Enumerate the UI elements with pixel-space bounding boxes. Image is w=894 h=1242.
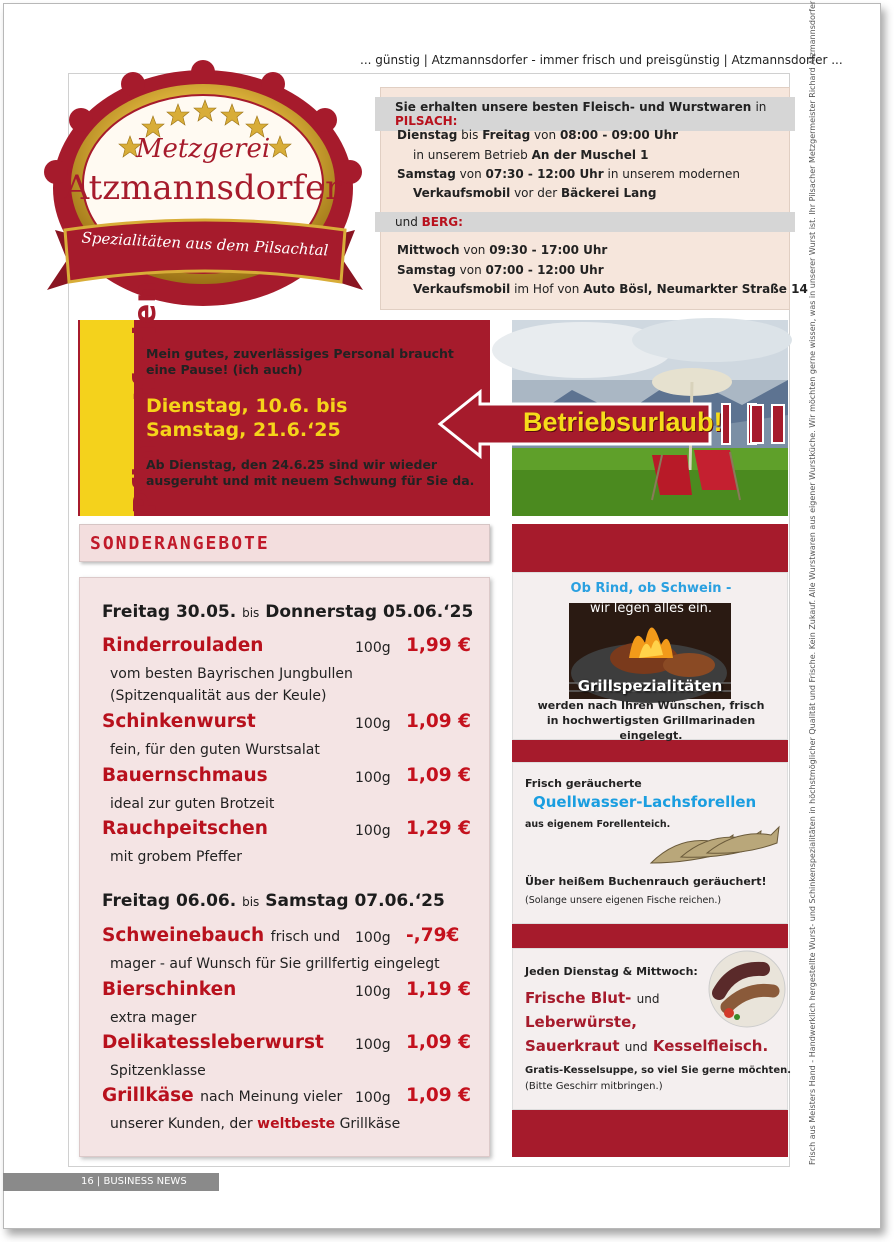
offer-unit: 100g (355, 716, 391, 732)
wurst-line-f: (Bitte Geschirr mitbringen.) (525, 1081, 663, 1092)
offer-price: 1,09 € (406, 765, 471, 786)
fish-line-5: (Solange unsere eigenen Fische reichen.) (525, 895, 722, 906)
offer-name: Bierschinken (102, 979, 237, 1000)
pilsach-line-1: Dienstag bis Freitag von 08:00 - 09:00 Uhr (397, 128, 679, 142)
header-tagline: ... günstig | Atzmannsdorfer - immer frisch und preisgünstig | Atzmannsdorfer ... (360, 53, 843, 67)
wurst-line-c: Sauerkraut und Kesselfleisch. (525, 1037, 769, 1055)
footer-separator: | (96, 1176, 101, 1187)
grill-image (569, 603, 731, 699)
metzgerei-logo (45, 60, 365, 310)
wurst-card (512, 948, 792, 1110)
wurst-head: Jeden Dienstag & Mittwoch: (525, 965, 698, 978)
offer-desc: unserer Kunden, der weltbeste Grillkäse (110, 1116, 401, 1132)
offer-price: -,79€ (406, 925, 460, 946)
offer-unit: 100g (355, 1037, 391, 1053)
fish-line-1: Frisch geräucherte (525, 777, 642, 790)
pilsach-line-4: Verkaufsmobil vor der Bäckerei Lang (413, 186, 657, 200)
pfingst-text-1: Mein gutes, zuverlässiges Personal braucht eine Pause! (ich auch) (146, 346, 454, 377)
magazine-name: BUSINESS NEWS (103, 1176, 187, 1187)
pfingst-dates (146, 394, 347, 442)
offer-desc: ideal zur guten Brotzeit (110, 796, 275, 812)
offer-name: Grillkäse nach Meinung vieler (102, 1085, 343, 1106)
offer-name: Rauchpeitschen (102, 818, 268, 839)
offer-desc: fein, für den guten Wurstsalat (110, 742, 320, 758)
banner-stripe-1 (750, 404, 764, 444)
pilsach-place: PILSACH: (395, 114, 458, 128)
berg-header: und BERG: (375, 212, 795, 232)
offer-name: Delikatessleberwurst (102, 1032, 324, 1053)
berg-line-1: Mittwoch von 09:30 - 17:00 Uhr (397, 243, 608, 257)
pfingst-date-2: Samstag, 21.6.‘25 (146, 419, 341, 441)
offer-desc: mit grobem Pfeffer (110, 849, 242, 865)
grill-text: werden nach Ihren Wünschen, frisch in hochwertigsten Grillmarinaden eingelegt. (537, 699, 765, 742)
sonderangebote-bar (79, 524, 490, 562)
sausage-image (703, 947, 789, 1033)
grill-title: Ob Rind, ob Schwein - (570, 581, 732, 596)
fish-line-4: Über heißem Buchenrauch geräuchert! (525, 875, 767, 888)
offer-unit: 100g (355, 984, 391, 1000)
fish-line-3: aus eigenem Forellenteich. (525, 819, 671, 830)
page-footer (3, 1173, 219, 1191)
offer-desc: vom besten Bayrischen Jungbullen (110, 666, 353, 682)
offer-unit: 100g (355, 823, 391, 839)
fish-line-2: Quellwasser-Lachsforellen (533, 793, 757, 811)
offer-price: 1,19 € (406, 979, 471, 1000)
opening-hours-box (380, 87, 808, 310)
logo-ribbon-text: Spezialitäten aus dem Pilsachtal (81, 228, 329, 260)
pfingstferien-side (80, 280, 163, 516)
trout-icon (641, 823, 781, 875)
offer-price: 1,09 € (406, 1085, 471, 1106)
grill-image-label: Grillspezialitäten (577, 677, 723, 695)
offer-price: 1,29 € (406, 818, 471, 839)
wurst-line-a: Frische Blut- und (525, 989, 660, 1007)
offer-price: 1,09 € (406, 1032, 471, 1053)
trout-image (641, 823, 781, 879)
offer-price: 1,09 € (406, 711, 471, 732)
wurst-line-e: Gratis-Kesselsuppe, so viel Sie gerne möchten. (525, 1065, 792, 1076)
offer-name: Schweinebauch frisch und (102, 925, 341, 946)
pfingstferien-vertical: Pfingstferien (128, 280, 163, 514)
offer-price: 1,99 € (406, 635, 471, 656)
offer-desc: mager - auf Wunsch für Sie grillfertig eingelegt (110, 956, 440, 972)
pilsach-line-2: in unserem Betrieb An der Muschel 1 (413, 148, 649, 162)
logo-atzmannsdorfer: Atzmannsdorfer (64, 168, 342, 208)
offer-desc: (Spitzenqualität aus der Keule) (110, 688, 327, 704)
offer-name: Bauernschmaus (102, 765, 268, 786)
pilsach-header-in: in (755, 100, 767, 114)
sonderangebote-title: SONDERANGEBOTE (90, 533, 270, 554)
pilsach-header (375, 97, 795, 131)
sausage-icon (703, 947, 789, 1029)
offer-desc: Spitzenklasse (110, 1063, 206, 1079)
period-1: Freitag 30.05. bis Donnerstag 05.06.‘25 (102, 602, 474, 622)
offer-desc: extra mager (110, 1010, 197, 1026)
grill-card (512, 572, 788, 740)
period-2: Freitag 06.06. bis Samstag 07.06.‘25 (102, 891, 445, 911)
logo-metzgerei: Metzgerei (135, 134, 271, 164)
berg-line-3: Verkaufsmobil im Hof von Auto Bösl, Neumarkter Straße 14 (413, 282, 808, 296)
pfingst-date-1: Dienstag, 10.6. bis (146, 395, 348, 417)
offers-box (79, 577, 490, 1157)
pfingst-text-2: Ab Dienstag, den 24.6.25 sind wir wieder ausgeruht und mit neuem Schwung für Sie da. (146, 457, 475, 488)
offer-name: Rinderrouladen (102, 635, 264, 656)
grill-sub: wir legen alles ein. (589, 601, 713, 616)
offer-name: Schinkenwurst (102, 711, 256, 732)
vertical-side-text: Frisch aus Meisters Hand - Handwerklich hergestellte Wurst- und Schinkenspezialitäten in höchstmöglicher Qualität und Frische. Kein Zukauf. Alle Wurstwaren aus eigener Wurstküche. Wir möchten gerne wissen, was in unserer Wurst ist. Ihr Pilsacher Metzgermeister Richard Atzmannsdorfer (808, 0, 817, 1165)
fish-card (512, 762, 788, 924)
offer-unit: 100g (355, 640, 391, 656)
berg-line-2: Samstag von 07:00 - 12:00 Uhr (397, 263, 604, 277)
wurst-line-b: Leberwürste, (525, 1013, 637, 1031)
offer-unit: 100g (355, 1090, 391, 1106)
betriebsurlaub-text: Betriebsurlaub! (523, 407, 723, 437)
pilsach-line-3: Samstag von 07:30 - 12:00 Uhr in unserem modernen (397, 167, 740, 181)
banner-stripe-2 (771, 404, 785, 444)
pilsach-header-text: Sie erhalten unsere besten Fleisch- und Wurstwaren (395, 100, 752, 114)
page-number: 16 (81, 1176, 94, 1187)
offer-unit: 100g (355, 770, 391, 786)
offer-unit: 100g (355, 930, 391, 946)
right-column (512, 524, 792, 1157)
